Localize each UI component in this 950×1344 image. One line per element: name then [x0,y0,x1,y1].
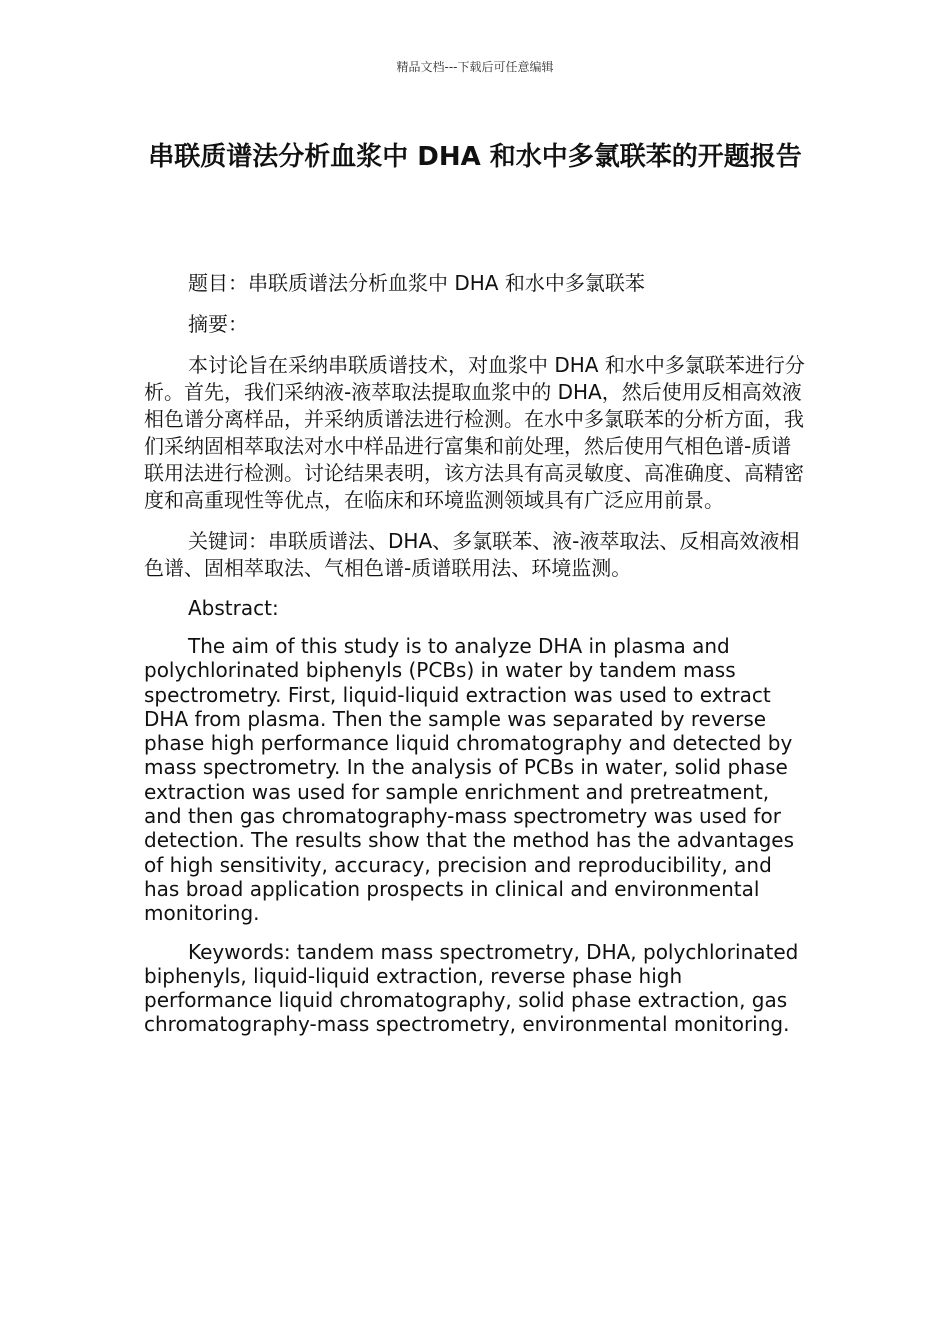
topic-line: 题目：串联质谱法分析血浆中 DHA 和水中多氯联苯 [188,271,645,295]
header-note: 精品文档---下载后可任意编辑 [396,60,554,74]
abstract-cn-paragraph: 本讨论旨在采纳串联质谱技术，对血浆中 DHA 和水中多氯联苯进行分析。首先，我们采纳液-液萃取法提取血浆中的 DHA，然后使用反相高效液相色谱分离样品，并采纳质谱法进行检测。在水中多氯联苯的分析方面，我们采纳固相萃取法对水中样品进行富集和前处理，然后使用气相色谱-质谱联用法进行检测。讨论结果表明，该方法具有高灵敏度、高准确度、高精密度和高重现性等优点，在临床和环境监测领域具有广泛应用前景。 [144,353,805,512]
abstract-en-label: Abstract: [188,596,279,620]
keywords-cn-paragraph: 关键词：串联质谱法、DHA、多氯联苯、液-液萃取法、反相高效液相色谱、固相萃取法、气相色谱-质谱联用法、环境监测。 [144,529,800,580]
abstract-en-paragraph: The aim of this study is to analyze DHA in plasma and polychlorinated biphenyls (PCBs) in water by tandem mass spectrometry. First, liquid-liquid extraction was used to extract DHA from plasma. Then the sample was separated by reverse phase high performance liquid chromatography and detected by mass spectrometry. In the analysis of PCBs in water, solid phase extraction was used for sample enrichment and pretreatment, and then gas chromatography-mass spectrometry was used for detection. The results show that the method has the advantages of high sensitivity, accuracy, precision and reproducibility, and has broad application prospects in clinical and environmental monitoring. [144,634,794,926]
document-title: 串联质谱法分析血浆中 DHA 和水中多氯联苯的开题报告 [148,142,802,172]
document-body [144,270,806,1051]
abstract-cn-label: 摘要： [188,312,248,336]
keywords-en-paragraph: Keywords: tandem mass spectrometry, DHA, polychlorinated biphenyls, liquid-liquid extraction, reverse phase high performance liquid chromatography, solid phase extraction, gas chromatography-mass spectrometry, environmental monitoring. [144,939,799,1037]
